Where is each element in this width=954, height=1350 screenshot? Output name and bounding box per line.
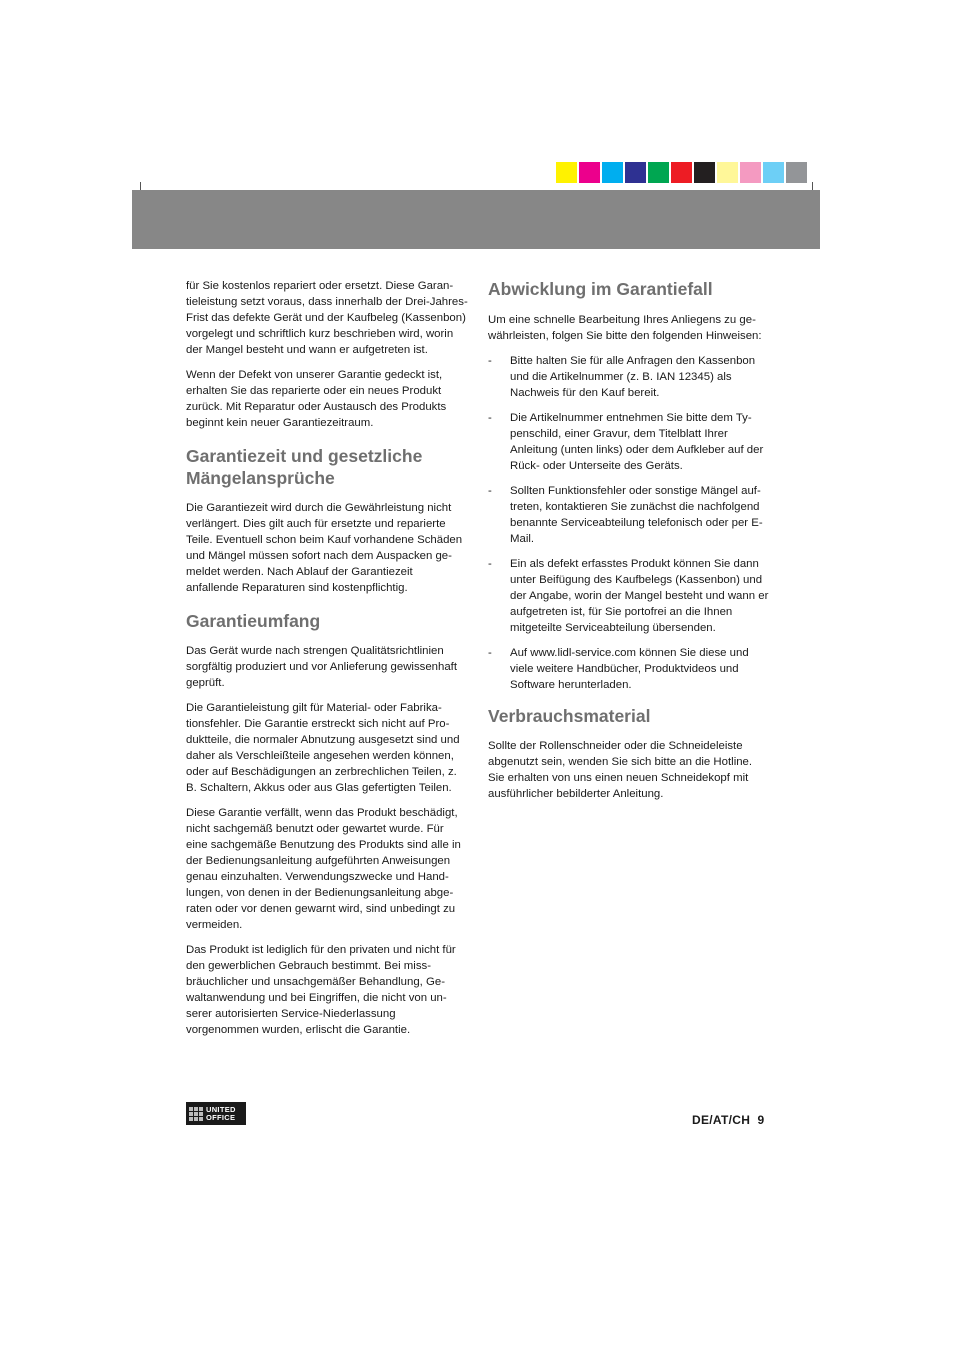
- warranty-paragraph: für Sie kostenlos repariert oder ersetzt. Diese Garantieleistung setzt voraus, dass innerhalb der Drei-Jahres-Frist das defekte Gerät und der Kaufbeleg (Kassenbon) vorgelegt und schriftlich kurz beschrieben wird, worin der Mangel besteht und wann er aufgetreten ist.: [186, 280, 468, 356]
- dash-bullet: -: [488, 485, 492, 497]
- warranty-paragraph: Die Garantiezeit wird durch die Gewährleistung nicht verlängert. Dies gilt auch für ersetzte und reparierte Teile. Eventuell schon beim Kauf vorhandene Schäden und Mängel müssen sofort nach dem Auspacken gemeldet werden. Nach Ablauf der Garantiezeit anfallende Reparaturen sind kostenpflichtig.: [186, 502, 463, 594]
- left-column: [186, 278, 468, 1047]
- logo-text: [206, 1106, 236, 1122]
- section-heading-abwicklung: Abwicklung im Garantiefall: [488, 279, 713, 299]
- right-column: [488, 278, 770, 811]
- section-heading-verbrauchsmaterial: Verbrauchsmaterial: [488, 706, 651, 726]
- dash-bullet: -: [488, 355, 492, 367]
- color-swatch: [671, 162, 692, 183]
- warranty-paragraph: Das Produkt ist lediglich für den privaten und nicht für den gewerblichen Gebrauch bestimmt. Bei missbräuchlicher und unsachgemäßer Behandlung, Gewaltanwendung und bei Eingriffen, die nicht von unserer autorisierten Service-Niederlassung vorgenommen wurden, erlischt die Garantie.: [186, 944, 456, 1036]
- color-swatch: [556, 162, 577, 183]
- united-office-logo: [186, 1102, 246, 1125]
- list-item-text: Ein als defekt erfasstes Produkt können Sie dann unter Beifügung des Kaufbelegs (Kassenbon) und der Angabe, worin der Mangel besteht und wann er aufgetreten ist, für Sie portofrei an die Ihnen mitgeteilte Serviceabteilung übersenden.: [510, 558, 769, 634]
- warranty-paragraph: Diese Garantie verfällt, wenn das Produkt beschädigt, nicht sachgemäß benutzt oder gewartet wurde. Für eine sachgemäße Benutzung des Produkts sind alle in der Bedienungsanleitung aufgeführten Anweisungen genau einzuhalten. Verwendungszwecke und Handlungen, von denen in der Bedienungsanleitung abgeraten oder vor denen gewarnt wird, sind unbedingt zu vermeiden.: [186, 807, 461, 931]
- dash-bullet: -: [488, 647, 492, 659]
- warranty-paragraph: Das Gerät wurde nach strengen Qualitätsrichtlinien sorgfältig produziert und vor Anlieferung gewissenhaft geprüft.: [186, 645, 458, 689]
- dash-bullet: -: [488, 412, 492, 424]
- logo-grid-icon: [189, 1107, 203, 1121]
- list-item-text: Bitte halten Sie für alle Anfragen den Kassenbon und die Artikelnummer (z. B. IAN 12345) als Nachweis für den Kauf bereit.: [510, 355, 756, 399]
- color-swatch: [694, 162, 715, 183]
- list-item: [488, 353, 770, 401]
- dash-bullet: -: [488, 558, 492, 570]
- list-item: [488, 410, 770, 474]
- color-swatch: [602, 162, 623, 183]
- instruction-list: [488, 353, 770, 693]
- list-item: [488, 556, 770, 636]
- color-swatch: [717, 162, 738, 183]
- page-number: DE/AT/CH 9: [692, 1113, 765, 1127]
- logo-line: OFFICE: [206, 1112, 236, 1122]
- color-swatch: [648, 162, 669, 183]
- color-swatch: [625, 162, 646, 183]
- header-band: [132, 190, 820, 249]
- registration-mark: [812, 182, 813, 190]
- list-item-text: Die Artikelnummer entnehmen Sie bitte dem Typenschild, einer Gravur, dem Titelblatt Ihrer Anleitung (unten links) oder dem Aufkleber auf der Rück- oder Unterseite des Geräts.: [510, 412, 764, 472]
- color-swatch: [740, 162, 761, 183]
- verbrauchsmaterial-paragraph: Sollte der Rollenschneider oder die Schneideleiste abgenutzt sein, wenden Sie sich bitte an die Hotline. Sie erhalten von uns einen neuen Schneidekopf mit ausführlicher bebilderter Anleitung.: [488, 740, 753, 800]
- color-swatch: [579, 162, 600, 183]
- color-swatch: [786, 162, 807, 183]
- list-item-text: Sollten Funktionsfehler oder sonstige Mängel auftreten, kontaktieren Sie zunächst die nachfolgend benannte Serviceabteilung telefonisch oder per E-Mail.: [510, 485, 763, 545]
- warranty-paragraph: Die Garantieleistung gilt für Material- oder Fabrikationsfehler. Die Garantie erstreckt sich nicht auf Produktteile, die normaler Abnutzung ausgesetzt sind und daher als Verschleißteile angesehen werden können, oder auf Beschädigungen an zerbrechlichen Teilen, z. B. Schaltern, Akkus oder aus Glas gefertigten Teilen.: [186, 702, 460, 794]
- print-color-strip: [556, 162, 807, 183]
- section-heading-garantieumfang: Garantieumfang: [186, 611, 321, 631]
- intro-paragraph: Um eine schnelle Bearbeitung Ihres Anliegens zu gewährleisten, folgen Sie bitte den folgenden Hinweisen:: [488, 314, 762, 342]
- list-item: [488, 483, 770, 547]
- logo-line: UNITED: [206, 1104, 236, 1114]
- warranty-paragraph: Wenn der Defekt von unserer Garantie gedeckt ist, erhalten Sie das reparierte oder ein neues Produkt zurück. Mit Reparatur oder Austausch des Produkts beginnt kein neuer Garantiezeitraum.: [186, 369, 447, 429]
- color-swatch: [763, 162, 784, 183]
- list-item: [488, 645, 770, 693]
- section-heading-garantiezeit: Garantiezeit und gesetzliche Mängelansprüche: [186, 446, 423, 488]
- registration-mark: [140, 182, 141, 190]
- list-item-text: Auf www.lidl-service.com können Sie diese und viele weitere Handbücher, Produktvideos und Software herunterladen.: [510, 647, 749, 691]
